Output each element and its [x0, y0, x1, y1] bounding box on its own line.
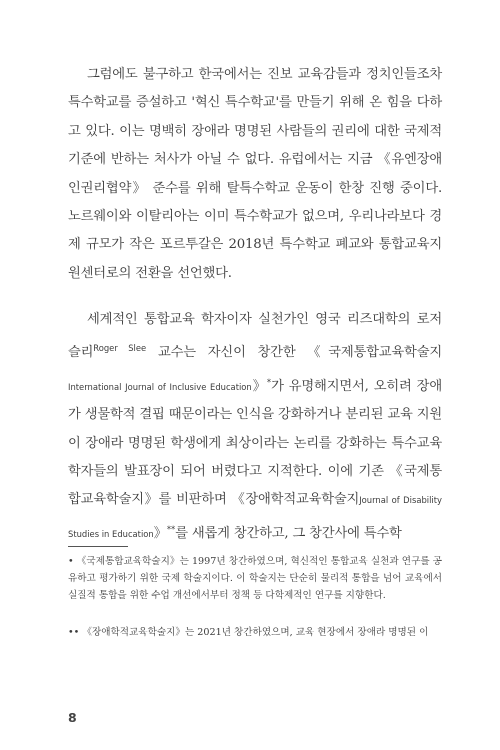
footnote-marker: **	[166, 523, 176, 534]
footnote-marker: *	[266, 376, 272, 387]
footnote-2: •• 《장애학적교육학술지》는 2021년 창간하였으며, 교육 현장에서 장애라 명명된 이	[68, 627, 429, 638]
journal-name-english: International Journal of Inclusive Education	[68, 381, 252, 392]
author-name-english: Roger Slee	[93, 343, 147, 354]
paragraph-2-text: 가 유명해지면서, 오히려 장애가 생물학적 결핍 때문이라는 인식을 강화하거나 분리된 교육 지원이 장애라 명명된 학생에게 최상이라는 논리를 강화하는 특수교육학자들의 발표장이 되어 버렸다고 지적한다. 이에 기존 《국제통합교육학술지》를 비판하며 《장애학적교육학술지	[68, 378, 442, 508]
body-paragraph-1: 그럼에도 불구하고 한국에서는 진보 교육감들과 정치인들조차 특수학교를 증설하고 '혁신 특수학교'를 만들기 위해 온 힘을 다하고 있다. 이는 명백히 장애라 명명된 사람들의 권리에 대한 국제적 기준에 반하는 처사가 아닐 수 없다. 유럽에서는 지금 《유엔장애인권리협약》 준수를 위해 탈특수학교 운동이 한창 진행 중이다. 노르웨이와 이탈리아는 이미 특수학교가 없으며, 우리나라보다 경제 규모가 작은 포르투갈은 2018년 특수학교 폐교와 통합교육지원센터로의 전환을 선언했다.	[68, 67, 442, 281]
paragraph-2-text: 교수는 자신이 창간한 《국제통합교육학술지	[146, 345, 442, 361]
footnote-1: • 《국제통합교육학술지》는 1997년 창간하였으며, 혁신적인 통합교육 실천과 연구를 공유하고 평가하기 위한 국제 학술지이다. 이 학술지는 단순히 물리적 통합을 넘어 교육에서 실질적 통합을 위한 수업 개선에서부터 정책 등 다학제적인 연구를 지향한다.	[68, 556, 442, 602]
paragraph-2-text: 세계적인 통합교육 학자이자 실천가인 영국 리즈대학의 로저 슬리	[68, 312, 442, 361]
footnote-divider	[68, 546, 128, 547]
paragraph-2-text: 를 새롭게 창간하고, 그 창간사에 특수학	[175, 525, 402, 541]
body-paragraph-2	[68, 306, 442, 548]
page-number: 8	[68, 710, 77, 725]
paragraph-2-text: 》	[153, 525, 167, 541]
paragraph-2-text: 》	[251, 378, 267, 394]
journal-name-english: Journal of Disability Studies in Education	[68, 495, 442, 539]
